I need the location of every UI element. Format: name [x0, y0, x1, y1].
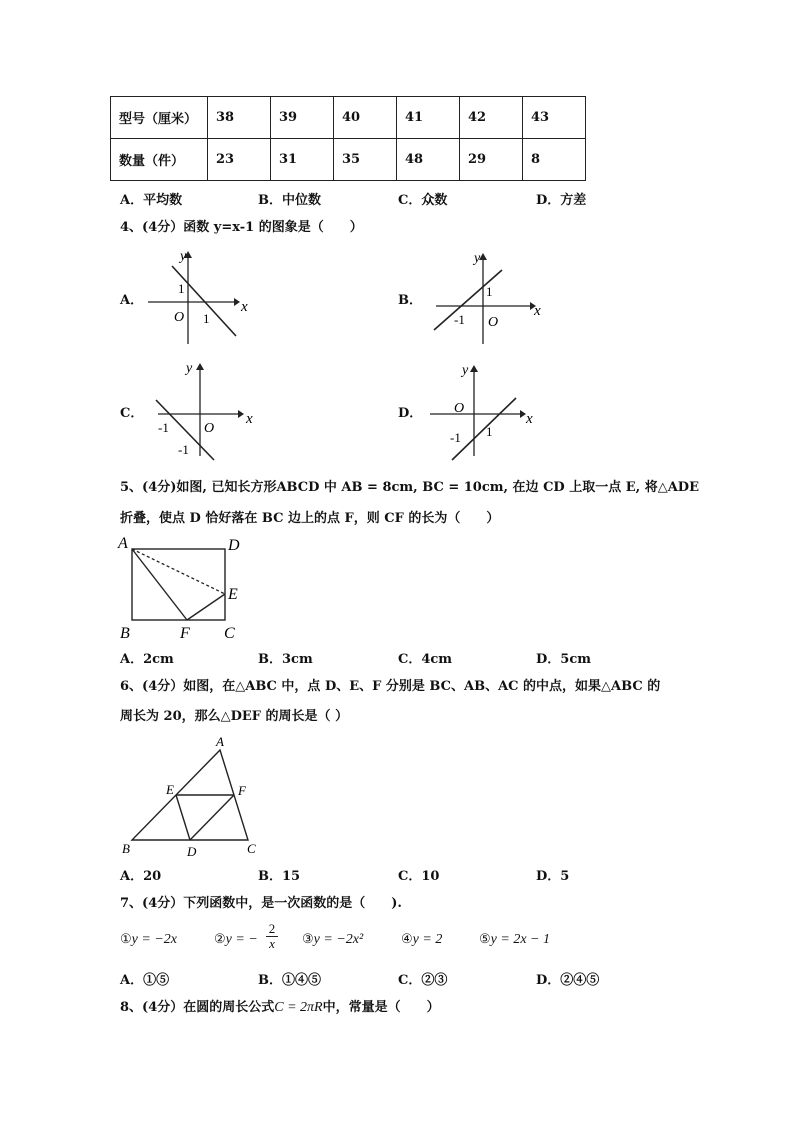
- table-cell: 31: [271, 139, 334, 181]
- q3-option-d[interactable]: D．方差: [536, 193, 587, 208]
- math-expression: y = −2x²: [313, 932, 364, 947]
- table-cell: 41: [397, 97, 460, 139]
- q7-option-b[interactable]: B．①④⑤: [258, 973, 321, 988]
- table-cell: 43: [523, 97, 586, 139]
- q5-rectangle-figure: [112, 534, 252, 642]
- vertex-label-b: B: [122, 841, 130, 856]
- vertex-label-b: B: [120, 625, 130, 642]
- question-5-line-1: 5、(4分)如图, 已知长方形ABCD 中 AB = 8cm, BC = 10cm, 在边 CD 上取一点 E, 将△ADE: [120, 480, 699, 495]
- q5-option-c[interactable]: C．4cm: [398, 652, 453, 667]
- q4-graph-c[interactable]: [150, 356, 265, 461]
- table-cell: 42: [460, 97, 523, 139]
- q4-option-d-label[interactable]: D．: [398, 406, 423, 421]
- q6-option-c[interactable]: C．10: [398, 869, 440, 884]
- q7-item-5: [479, 931, 550, 949]
- q8-prefix: 8、(4分）在圆的周长公式: [120, 1000, 275, 1015]
- vertex-label-e: E: [228, 586, 238, 603]
- q4-option-c-label[interactable]: C．: [120, 406, 144, 421]
- q7-item-2: [214, 931, 258, 949]
- tick-label: 1: [203, 311, 210, 326]
- item-marker: ②: [214, 932, 226, 947]
- x-axis-label: x: [241, 299, 248, 315]
- tick-label: -1: [158, 420, 169, 435]
- fraction-denominator: x: [266, 936, 278, 951]
- q7-item-1: [120, 931, 177, 949]
- q6-option-d[interactable]: D．5: [536, 869, 570, 884]
- table-row: [111, 97, 586, 139]
- vertex-label-d: D: [228, 537, 240, 554]
- circumference-formula: C = 2πR: [274, 1000, 323, 1015]
- vertex-label-f: F: [180, 625, 190, 642]
- q3-option-a[interactable]: A．平均数: [120, 193, 183, 208]
- fraction-numerator: 2: [268, 921, 276, 936]
- q4-graph-b[interactable]: [426, 244, 546, 349]
- vertex-label-f: F: [238, 783, 246, 798]
- origin-label: O: [454, 401, 465, 416]
- q6-option-b[interactable]: B．15: [258, 869, 301, 884]
- item-marker: ④: [401, 932, 413, 947]
- y-axis-label: y: [474, 251, 481, 266]
- fraction: [266, 922, 278, 951]
- tick-label: 1: [486, 284, 493, 299]
- tick-label: -1: [450, 430, 461, 445]
- q7-option-a[interactable]: A．①⑤: [120, 973, 170, 988]
- table-cell: 38: [208, 97, 271, 139]
- vertex-label-a: A: [216, 734, 224, 749]
- origin-label: O: [488, 315, 499, 330]
- question-4-stem: 4、(4分）函数 y=x-1 的图象是（ ）: [120, 220, 363, 235]
- table-header-quantity: 数量（件）: [111, 139, 208, 181]
- x-axis-label: x: [246, 411, 253, 427]
- table-cell: 35: [334, 139, 397, 181]
- tick-label: 1: [486, 424, 493, 439]
- table-cell: 39: [271, 97, 334, 139]
- question-7-stem: 7、(4分）下列函数中，是一次函数的是（ ).: [120, 896, 402, 911]
- q5-option-d[interactable]: D．5cm: [536, 652, 591, 667]
- q7-item-3: [302, 931, 363, 949]
- vertex-label-c: C: [247, 841, 256, 856]
- q4-graph-d[interactable]: [420, 356, 545, 464]
- vertex-label-d: D: [187, 844, 197, 859]
- size-quantity-table: [110, 96, 586, 181]
- table-row: [111, 139, 586, 181]
- tick-label: 1: [178, 281, 185, 296]
- q7-option-c[interactable]: C．②③: [398, 973, 448, 988]
- table-header-size: 型号（厘米）: [111, 97, 208, 139]
- vertex-label-a: A: [118, 535, 128, 552]
- y-axis-label: y: [180, 249, 187, 264]
- vertex-label-e: E: [166, 782, 174, 797]
- question-6-line-2: 周长为 20，那么△DEF 的周长是（ ）: [120, 709, 349, 724]
- origin-label: O: [204, 421, 215, 436]
- q4-graph-a[interactable]: [140, 244, 255, 349]
- q3-option-b[interactable]: B．中位数: [258, 193, 321, 208]
- tick-label: -1: [178, 442, 189, 457]
- table-cell: 23: [208, 139, 271, 181]
- math-expression: y = 2x − 1: [490, 932, 550, 947]
- y-axis-label: y: [462, 363, 469, 378]
- item-marker: ③: [302, 932, 314, 947]
- question-8-stem: [120, 999, 440, 1017]
- q8-suffix: 中，常量是（ ）: [322, 1000, 440, 1015]
- table-cell: 29: [460, 139, 523, 181]
- q4-option-a-label[interactable]: A．: [120, 293, 144, 308]
- table-cell: 8: [523, 139, 586, 181]
- math-expression: y = −: [225, 932, 258, 947]
- tick-label: -1: [454, 312, 465, 327]
- q5-option-a[interactable]: A．2cm: [120, 652, 174, 667]
- question-5-line-2: 折叠，使点 D 恰好落在 BC 边上的点 F，则 CF 的长为（ ）: [120, 511, 500, 526]
- question-6-line-1: 6、(4分）如图，在△ABC 中，点 D、E、F 分别是 BC、AB、AC 的中点，如果△ABC 的: [120, 679, 661, 694]
- q6-option-a[interactable]: A．20: [120, 869, 162, 884]
- q7-option-d[interactable]: D．②④⑤: [536, 973, 600, 988]
- table-cell: 48: [397, 139, 460, 181]
- math-expression: y = −2x: [131, 932, 177, 947]
- y-axis-label: y: [186, 361, 193, 376]
- q4-option-b-label[interactable]: B．: [398, 293, 422, 308]
- vertex-label-c: C: [224, 625, 235, 642]
- x-axis-label: x: [526, 411, 533, 427]
- item-marker: ⑤: [479, 932, 491, 947]
- table-cell: 40: [334, 97, 397, 139]
- q6-triangle-figure: [112, 732, 272, 860]
- math-expression: y = 2: [412, 932, 443, 947]
- origin-label: O: [174, 310, 185, 325]
- q3-option-c[interactable]: C．众数: [398, 193, 448, 208]
- q5-option-b[interactable]: B．3cm: [258, 652, 313, 667]
- q7-item-4: [401, 931, 442, 949]
- x-axis-label: x: [534, 303, 541, 319]
- item-marker: ①: [120, 932, 132, 947]
